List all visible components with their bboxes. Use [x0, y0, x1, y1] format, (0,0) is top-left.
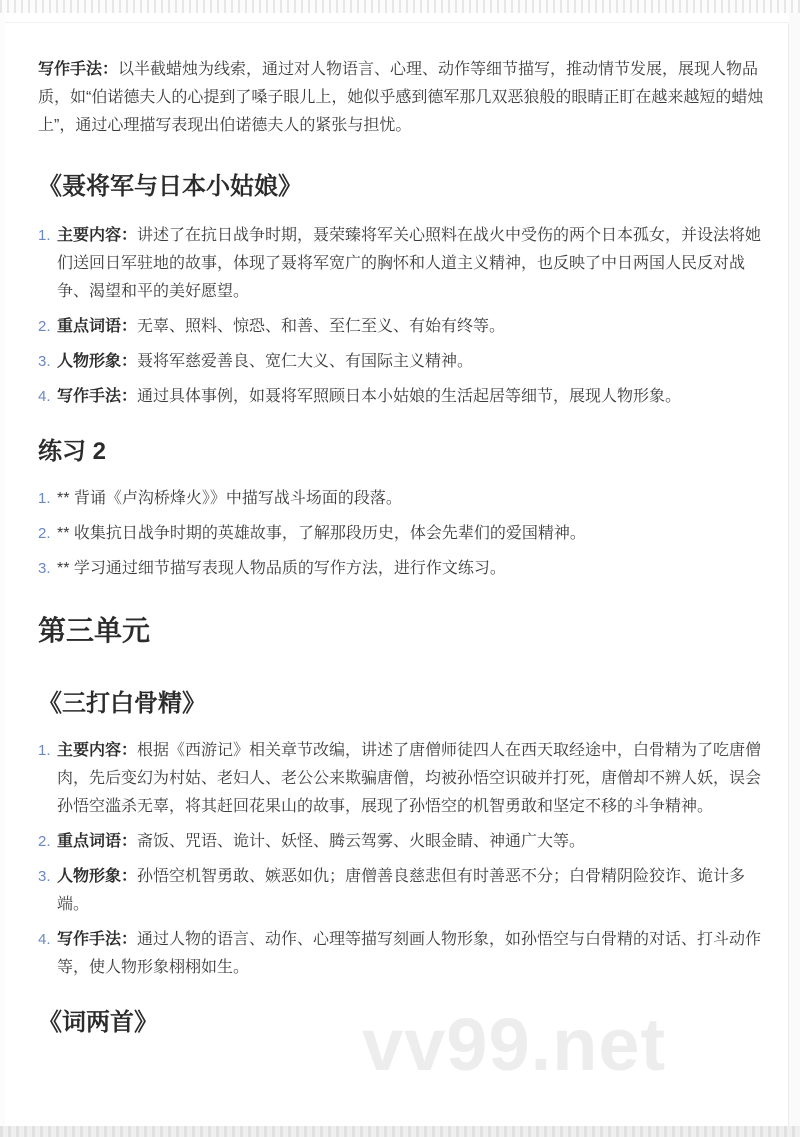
list-item	[38, 520, 772, 548]
list-number: 1.	[38, 490, 51, 507]
item-label: 重点词语：	[57, 318, 138, 335]
item-label: 人物形象：	[57, 868, 138, 885]
list-number: 2.	[38, 525, 51, 542]
page-right-border	[788, 24, 789, 1126]
paragraph-text: 以半截蜡烛为线索，通过对人物语言、心理、动作等细节描写，推动情节发展，展现人物品质，如“伯诺德夫人的心提到了嗓子眼儿上，她似乎感到德军那几双恶狼般的眼睛正盯在越来越短的蜡烛上”，通过心理描写表现出伯诺德夫人的紧张与担忧。	[38, 61, 764, 134]
item-text: 无辜、照料、惊恐、和善、至仁至义、有始有终等。	[137, 318, 506, 335]
paragraph-label: 写作手法：	[38, 61, 119, 78]
item-label: 主要内容：	[57, 742, 138, 759]
item-label: 重点词语：	[57, 833, 138, 850]
list-number: 1.	[38, 227, 51, 244]
item-text: ** 背诵《卢沟桥烽火》》中描写战斗场面的段落。	[57, 490, 402, 507]
item-text: 聂将军慈爱善良、宽仁大义、有国际主义精神。	[137, 353, 474, 370]
list-item	[38, 555, 772, 583]
page-bottom-perforation	[0, 1126, 800, 1137]
section-title-nie: 《聂将军与日本小姑娘》	[38, 173, 302, 200]
list-item	[38, 485, 772, 513]
list-item	[38, 926, 772, 982]
item-label: 人物形象：	[57, 353, 138, 370]
list-item	[38, 828, 772, 856]
watermark: vv99.net	[362, 1003, 667, 1086]
item-text: 斋饭、咒语、诡计、妖怪、腾云驾雾、火眼金睛、神通广大等。	[137, 833, 586, 850]
section-title-ci-liang-shou: 《词两首》	[38, 1009, 158, 1036]
list-exercise	[38, 485, 772, 583]
list-number: 1.	[38, 742, 51, 759]
item-text: ** 学习通过细节描写表现人物品质的写作方法，进行作文练习。	[57, 560, 506, 577]
list-number: 3.	[38, 868, 51, 885]
document-content	[38, 0, 772, 1040]
item-label: 主要内容：	[57, 227, 138, 244]
paragraph-writing-technique	[38, 56, 772, 140]
list-item	[38, 383, 772, 411]
item-text: ** 收集抗日战争时期的英雄故事，了解那段历史，体会先辈们的爱国精神。	[57, 525, 586, 542]
list-sanda	[38, 737, 772, 982]
list-number: 4.	[38, 388, 51, 405]
list-item	[38, 348, 772, 376]
item-label: 写作手法：	[57, 388, 138, 405]
item-text: 讲述了在抗日战争时期，聂荣臻将军关心照料在战火中受伤的两个日本孤女，并设法将她们送回日军驻地的故事，体现了聂将军宽广的胸怀和人道主义精神，也反映了中日两国人民反对战争、渴望和平的美好愿望。	[57, 227, 762, 300]
section-title-sanda: 《三打白骨精》	[38, 690, 206, 717]
list-number: 3.	[38, 560, 51, 577]
list-nie	[38, 222, 772, 411]
list-item	[38, 863, 772, 919]
list-number: 3.	[38, 353, 51, 370]
list-number: 2.	[38, 318, 51, 335]
item-label: 写作手法：	[57, 931, 138, 948]
item-text: 通过具体事例，如聂将军照顾日本小姑娘的生活起居等细节，展现人物形象。	[137, 388, 682, 405]
unit-title-third-unit: 第三单元	[38, 615, 151, 646]
section-title-exercise-2: 练习 2	[38, 438, 107, 465]
item-text: 孙悟空机智勇敢、嫉恶如仇；唐僧善良慈悲但有时善恶不分；白骨精阴险狡诈、诡计多端。	[57, 868, 746, 913]
page-right-edge	[789, 13, 800, 1126]
page-left-edge	[0, 13, 5, 1126]
list-number: 4.	[38, 931, 51, 948]
item-text: 通过人物的语言、动作、心理等描写刻画人物形象，如孙悟空与白骨精的对话、打斗动作等，使人物形象栩栩如生。	[57, 931, 762, 976]
list-item	[38, 222, 772, 306]
list-item	[38, 313, 772, 341]
list-item	[38, 737, 772, 821]
item-text: 根据《西游记》相关章节改编，讲述了唐僧师徒四人在西天取经途中，白骨精为了吃唐僧肉，先后变幻为村姑、老妇人、老公公来欺骗唐僧，均被孙悟空识破并打死，唐僧却不辨人妖，误会孙悟空滥杀无辜，将其赶回花果山的故事，展现了孙悟空的机智勇敢和坚定不移的斗争精神。	[57, 742, 762, 815]
list-number: 2.	[38, 833, 51, 850]
